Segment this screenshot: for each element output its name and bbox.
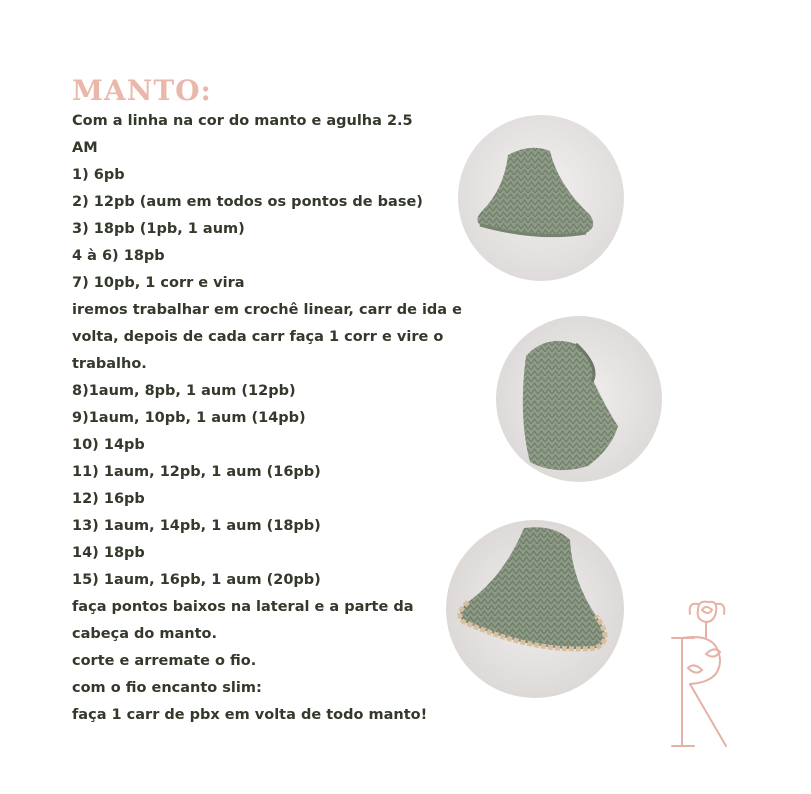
instruction-line: trabalho.	[72, 356, 147, 372]
instruction-line: iremos trabalhar em crochê linear, carr de ida e	[72, 302, 462, 318]
instruction-line: 13) 1aum, 14pb, 1 aum (18pb)	[72, 518, 321, 534]
crochet-cone-photo	[458, 115, 624, 281]
instruction-line: 3) 18pb (1pb, 1 aum)	[72, 221, 245, 237]
instruction-line: faça pontos baixos na lateral e a parte da	[72, 599, 414, 615]
rose-monogram-r-logo	[668, 598, 758, 768]
instruction-line: 8)1aum, 8pb, 1 aum (12pb)	[72, 383, 296, 399]
instruction-line: com o fio encanto slim:	[72, 680, 262, 696]
instruction-line: 4 à 6) 18pb	[72, 248, 165, 264]
instruction-line: 14) 18pb	[72, 545, 145, 561]
instruction-line: 11) 1aum, 12pb, 1 aum (16pb)	[72, 464, 321, 480]
instruction-line: 10) 14pb	[72, 437, 145, 453]
instruction-line: 15) 1aum, 16pb, 1 aum (20pb)	[72, 572, 321, 588]
instruction-line: 7) 10pb, 1 corr e vira	[72, 275, 245, 291]
crochet-folded-piece-photo	[496, 316, 662, 482]
instruction-line: corte e arremate o fio.	[72, 653, 257, 669]
instruction-line: volta, depois de cada carr faça 1 corr e vire o	[72, 329, 444, 345]
instruction-line: 12) 16pb	[72, 491, 145, 507]
instruction-line: 9)1aum, 10pb, 1 aum (14pb)	[72, 410, 306, 426]
instruction-line: Com a linha na cor do manto e agulha 2.5	[72, 113, 413, 129]
instruction-line: faça 1 carr de pbx em volta de todo manto!	[72, 707, 428, 723]
instruction-line: 1) 6pb	[72, 167, 125, 183]
instruction-line: 2) 12pb (aum em todos os pontos de base)	[72, 194, 423, 210]
instruction-line: cabeça do manto.	[72, 626, 218, 642]
crochet-cape-with-trim-photo	[446, 520, 624, 698]
page-title: MANTO:	[72, 74, 212, 107]
instruction-line: AM	[72, 140, 98, 156]
